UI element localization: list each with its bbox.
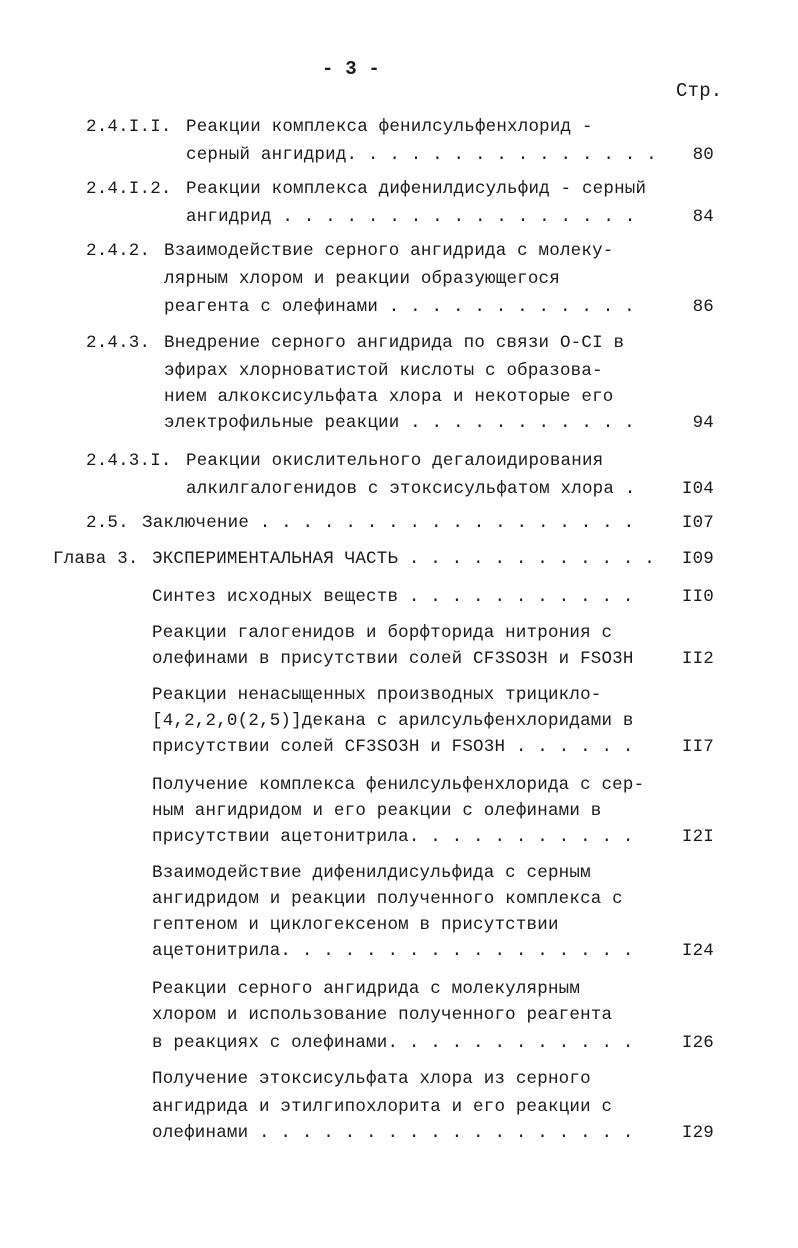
toc-entry-line: ацетонитрила. . . . . . . . . . . . . . . . .: [152, 941, 634, 961]
toc-entry-page: 94: [692, 413, 714, 433]
toc-entry-number: 2.4.I.2.: [86, 179, 172, 199]
toc-entry-line: Заключение . . . . . . . . . . . . . . . . . .: [142, 513, 635, 533]
toc-entry-number: 2.4.I.I.: [86, 117, 172, 137]
toc-entry-page: I09: [681, 549, 714, 569]
toc-entry-page: 80: [692, 145, 714, 165]
toc-entry-line: Реакции ненасыщенных производных трицикло-: [152, 685, 602, 705]
toc-entry-line: Синтез исходных веществ . . . . . . . . . . .: [152, 587, 634, 607]
toc-entry-line: Реакции окислительного дегалоидирования: [186, 451, 604, 471]
toc-entry-line: гептеном и циклогексеном в присутствии: [152, 915, 559, 935]
toc-entry-page: I26: [681, 1033, 714, 1053]
toc-entry-line: олефинами . . . . . . . . . . . . . . . . . .: [152, 1123, 634, 1143]
toc-entry-line: нием алкоксисульфата хлора и некоторые его: [164, 387, 614, 407]
toc-entry-line: присутствии солей CF3SO3H и FSO3H . . . . . .: [152, 737, 634, 757]
toc-entry-line: ангидридом и реакции полученного комплекса с: [152, 889, 623, 909]
toc-entry-page: I07: [681, 513, 714, 533]
toc-entry-line: присутствии ацетонитрила. . . . . . . . . . .: [152, 827, 634, 847]
toc-entry-line: ангидрид . . . . . . . . . . . . . . . . .: [186, 207, 636, 227]
toc-entry-page: I29: [681, 1123, 714, 1143]
toc-entry-page: 86: [692, 297, 714, 317]
toc-entry-line: в реакциях с олефинами. . . . . . . . . . . .: [152, 1033, 634, 1053]
toc-entry-page: I24: [681, 941, 714, 961]
toc-entry-line: алкилгалогенидов с этоксисульфатом хлора .: [186, 479, 636, 499]
toc-entry-line: ным ангидридом и его реакции с олефинами в: [152, 801, 602, 821]
toc-entry-line: Получение этоксисульфата хлора из серного: [152, 1069, 591, 1089]
toc-entry-page: I04: [681, 479, 714, 499]
toc-entry-line: Взаимодействие дифенилдисульфида с серным: [152, 863, 591, 883]
toc-entry-number: 2.4.3.I.: [86, 451, 172, 471]
toc-entry-page: II7: [681, 737, 714, 757]
toc-entry-number: 2.4.2.: [86, 241, 151, 261]
toc-entry-line: ЭКСПЕРИМЕНТАЛЬНАЯ ЧАСТЬ . . . . . . . . . . . .: [152, 549, 655, 569]
toc-entry-page: II2: [681, 649, 714, 669]
toc-entry-line: серный ангидрид. . . . . . . . . . . . . . .: [186, 145, 657, 165]
toc-entry-line: эфирах хлорноватистой кислоты с образова-: [164, 361, 603, 381]
toc-entry-line: Взаимодействие серного ангидрида с молеку-: [164, 241, 614, 261]
toc-entry-page: 84: [692, 207, 714, 227]
toc-entry-line: хлором и использование полученного реагента: [152, 1005, 613, 1025]
toc-entry-line: Реакции комплекса фенилсульфенхлорид -: [186, 117, 593, 137]
page-column-header: Стр.: [676, 80, 723, 102]
toc-entry-line: электрофильные реакции . . . . . . . . . . .: [164, 413, 635, 433]
toc-entry-page: I2I: [681, 827, 714, 847]
toc-entry-number: Глава 3.: [53, 549, 139, 569]
toc-entry-line: Внедрение серного ангидрида по связи О-CI в: [164, 333, 625, 353]
toc-entry-line: лярным хлором и реакции образующегося: [164, 269, 560, 289]
toc-entry-line: олефинами в присутствии солей CF3SO3H и FSO3H: [152, 649, 634, 669]
toc-entry-line: реагента с олефинами . . . . . . . . . . . .: [164, 297, 635, 317]
toc-entry-number: 2.4.3.: [86, 333, 151, 353]
toc-entry-line: ангидрида и этилгипохлорита и его реакции с: [152, 1097, 613, 1117]
page-number: - 3 -: [322, 58, 381, 80]
toc-entry-line: Реакции галогенидов и борфторида нитрония с: [152, 623, 613, 643]
toc-entry-page: II0: [681, 587, 714, 607]
toc-entry-number: 2.5.: [86, 513, 129, 533]
toc-entry-line: Реакции серного ангидрида с молекулярным: [152, 979, 581, 999]
toc-entry-line: Получение комплекса фенилсульфенхлорида с сер-: [152, 775, 645, 795]
toc-entry-line: Реакции комплекса дифенилдисульфид - серный: [186, 179, 647, 199]
toc-entry-line: [4,2,2,0(2,5)]декана с арилсульфенхлоридами в: [152, 711, 634, 731]
